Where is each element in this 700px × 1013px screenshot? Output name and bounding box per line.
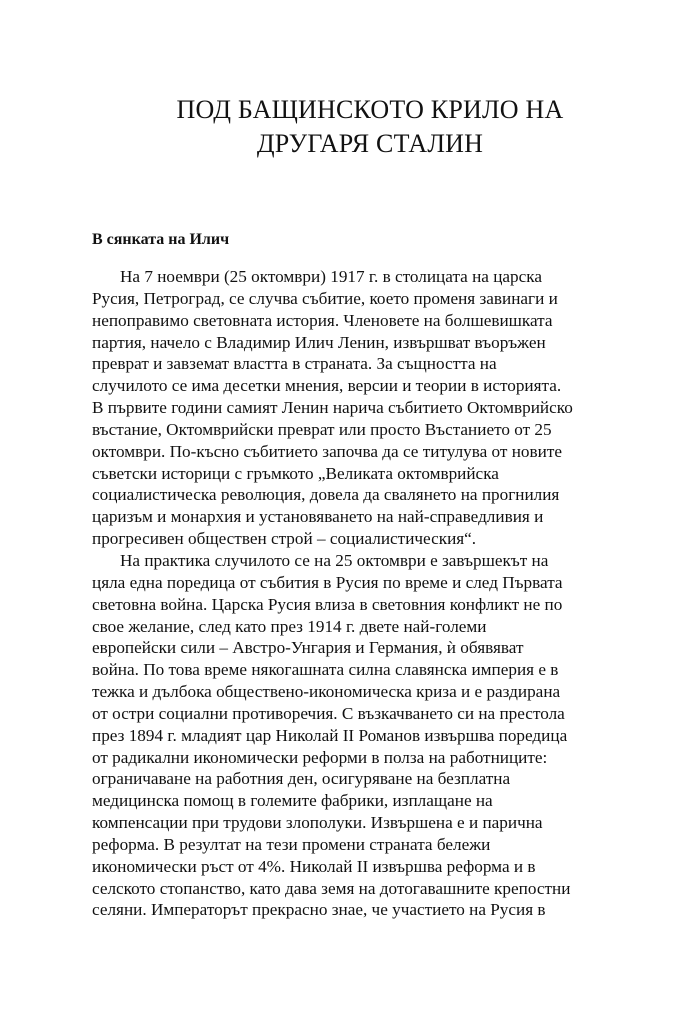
paragraph-line: случилото се има десетки мнения, версии и теории в историята.	[92, 376, 562, 396]
paragraph-line: реформа. В резултат на тези промени страната бележи	[92, 834, 491, 854]
chapter-title	[140, 93, 600, 161]
paragraph-line: световна война. Царска Русия влиза в световния конфликт не по	[92, 594, 563, 614]
paragraph-line: тежка и дълбока обществено-икономическа криза и е раздирана	[92, 682, 561, 702]
paragraph-line: въстание, Октомврийски преврат или просто Въстанието от 25	[92, 419, 552, 439]
paragraph-line: съветски историци с гръмкото „Великата октомврийска	[92, 463, 499, 483]
paragraph-line: преврат и завземат властта в страната. За същността на	[92, 354, 497, 374]
paragraph-line: социалистическа революция, довела да свалянето на прогнилия	[92, 485, 560, 505]
body-text	[92, 266, 612, 921]
chapter-title-line-2: ДРУГАРЯ СТАЛИН	[256, 129, 484, 158]
paragraph-line: В първите години самият Ленин нарича събитието Октомврийско	[92, 398, 573, 418]
paragraph-line: партия, начело с Владимир Илич Ленин, извършват въоръжен	[92, 332, 546, 352]
paragraph-line: война. По това време някогашната силна славянска империя е в	[92, 660, 559, 680]
paragraph-line: селското стопанство, като дава земя на дотогавашните крепостни	[92, 878, 571, 898]
paragraph-line: цяла една поредица от събития в Русия по време и след Първата	[92, 572, 563, 592]
paragraph-line: октомври. По-късно събитието започва да се титулува от новите	[92, 441, 562, 461]
paragraph-line: от радикални икономически реформи в полза на работниците:	[92, 747, 548, 767]
paragraph-line: Русия, Петроград, се случва събитие, което променя завинаги и	[92, 288, 558, 308]
paragraph-line: европейски сили – Австро-Унгария и Германия, ѝ обявяват	[92, 638, 524, 658]
chapter-title-line-1: ПОД БАЩИНСКОТО КРИЛО НА	[176, 95, 564, 124]
paragraph-line: свое желание, след като през 1914 г. двете най-големи	[92, 616, 487, 636]
paragraph-line: прогресивен обществен строй – социалистическия“.	[92, 529, 477, 549]
paragraph-line: селяни. Императорът прекрасно знае, че участието на Русия в	[92, 900, 546, 920]
paragraph-1	[92, 266, 612, 550]
paragraph-line: непоправимо световната история. Членовете на болшевишката	[92, 310, 553, 330]
paragraph-line: царизъм и монархия и установяването на най-справедливия и	[92, 507, 544, 527]
paragraph-line: от остри социални противоречия. С възкачването си на престола	[92, 703, 565, 723]
paragraph-line: На практика случилото се на 25 октомври е завършекът на	[120, 550, 549, 570]
paragraph-line: медицинска помощ в големите фабрики, изплащане на	[92, 791, 493, 811]
section-heading: В сянката на Илич	[92, 231, 230, 248]
paragraph-line: компенсации при трудови злополуки. Извършена е и парична	[92, 813, 543, 833]
paragraph-2	[92, 550, 612, 921]
paragraph-line: през 1894 г. младият цар Николай II Романов извършва поредица	[92, 725, 568, 745]
paragraph-line: ограничаване на работния ден, осигуряване на безплатна	[92, 769, 511, 789]
paragraph-line: икономически ръст от 4%. Николай II извършва реформа и в	[92, 856, 536, 876]
paragraph-line: На 7 ноември (25 октомври) 1917 г. в столицата на царска	[120, 267, 542, 286]
